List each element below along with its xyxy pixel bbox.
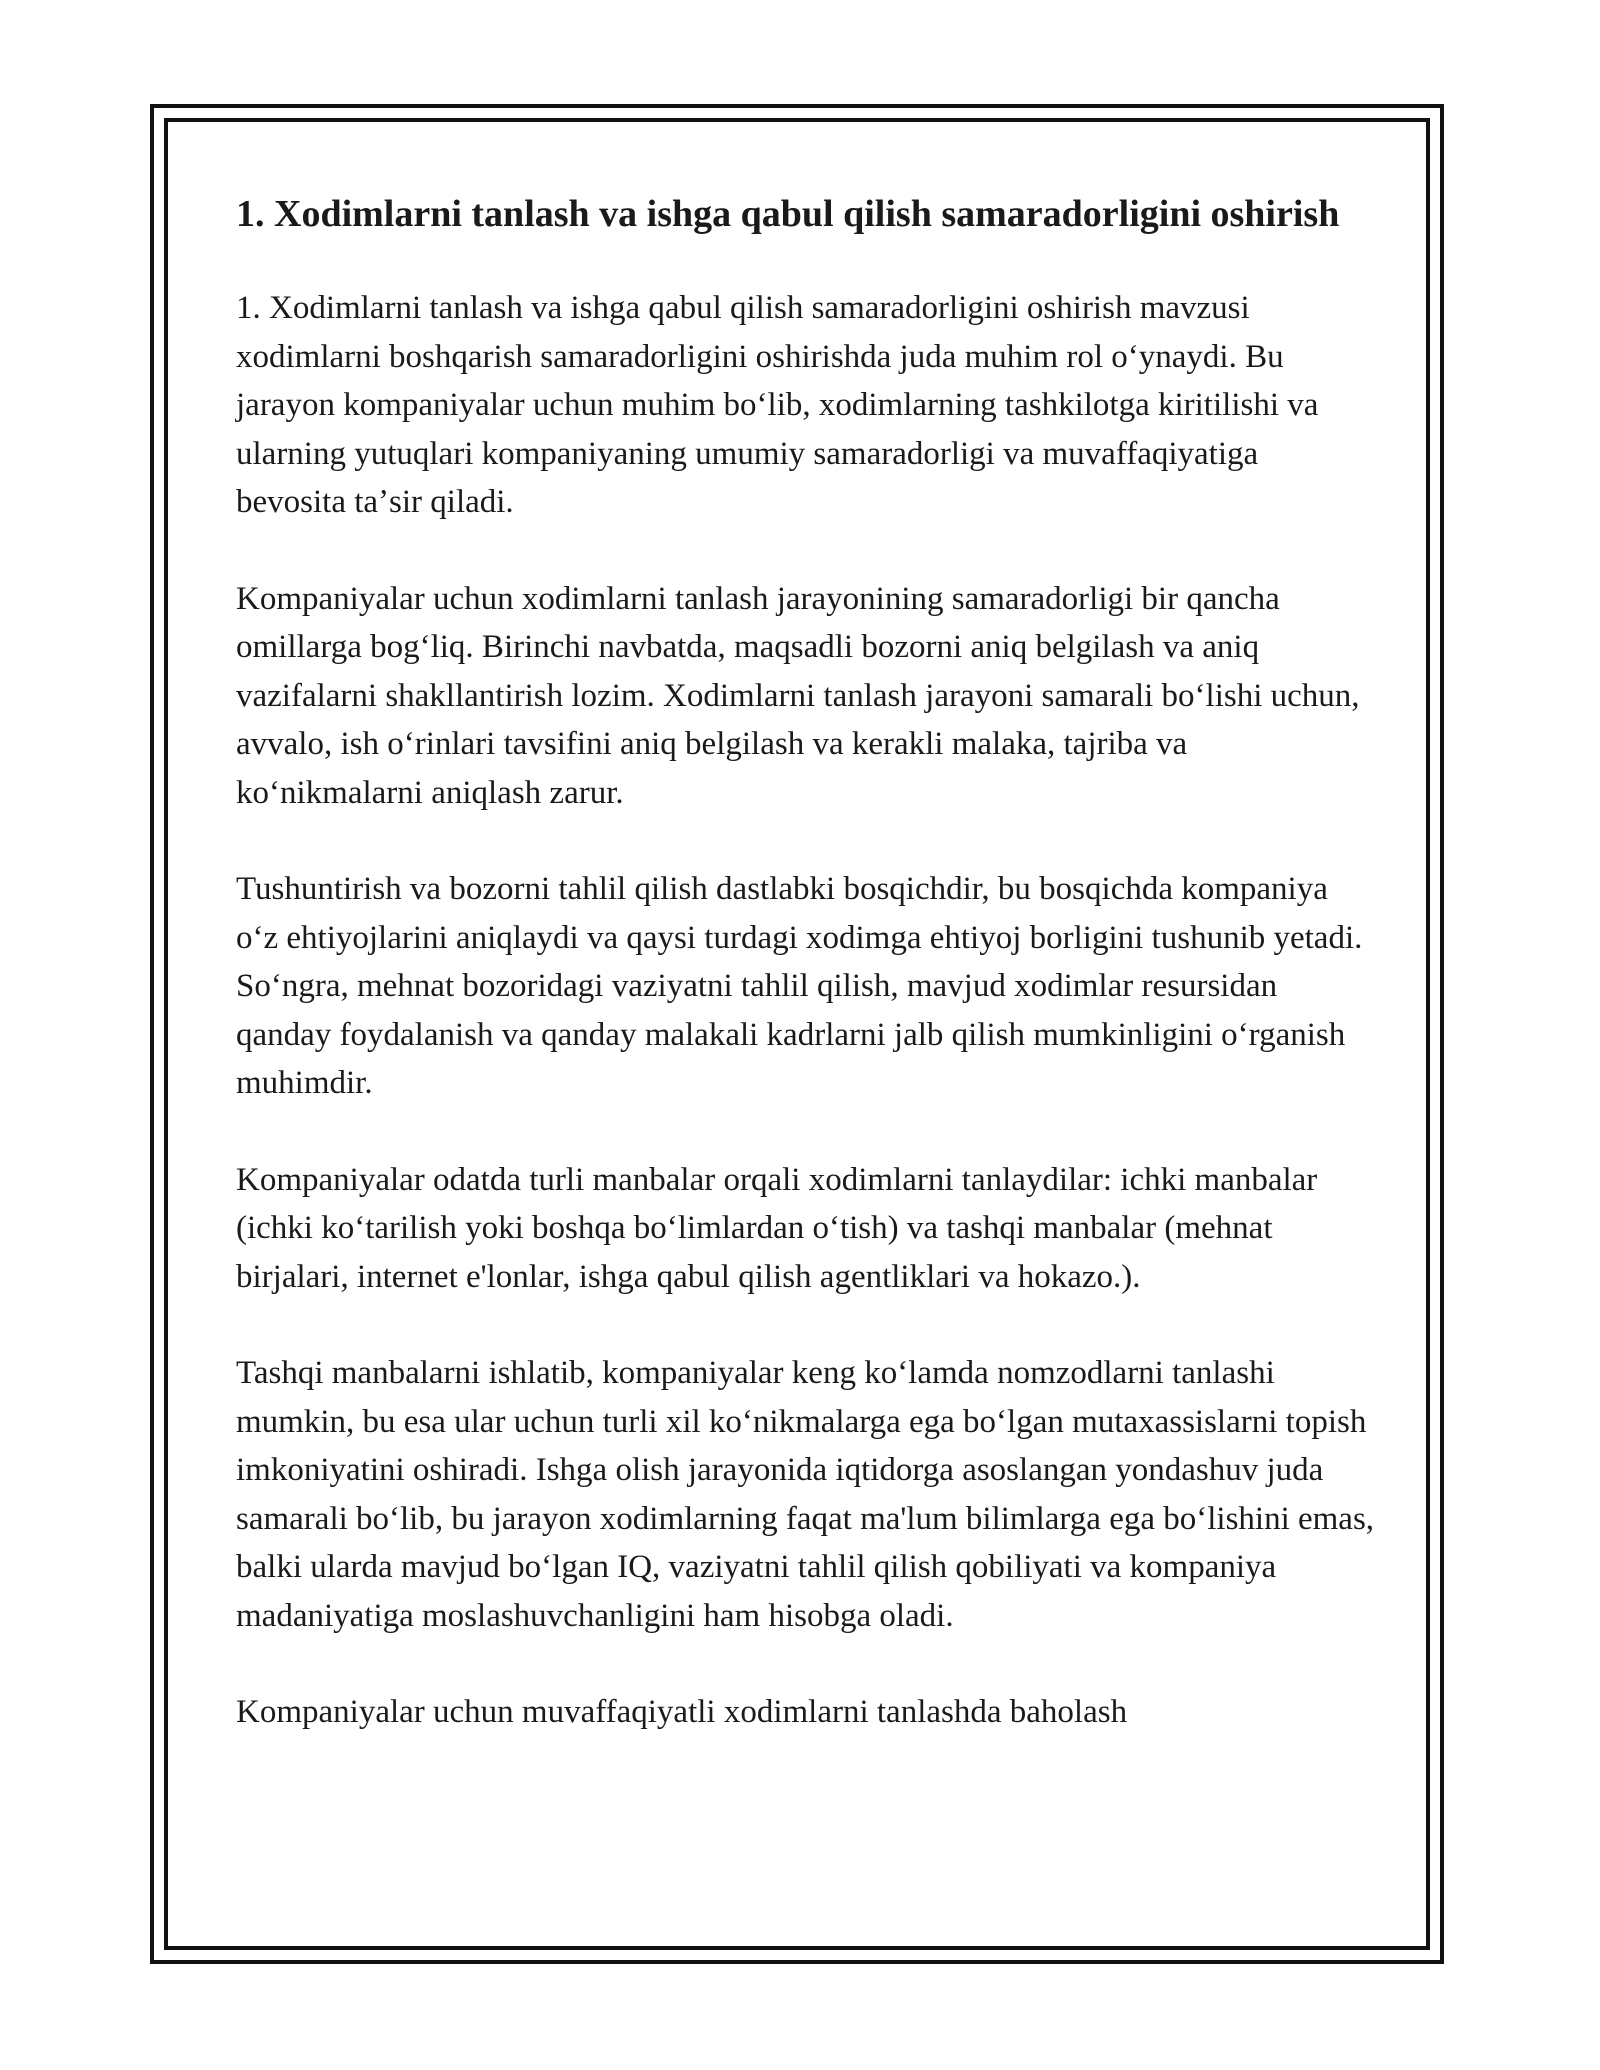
- paragraph-sources: Kompaniyalar odatda turli manbalar orqali xodimlarni tanlaydilar: ichki manbalar (ichki koʻtarilish yoki boshqa boʻlimlardan oʻtish) va tashqi manbalar (mehnat birjalari, internet e'lonlar, ishga qabul qilish agentliklari va hokazo.).: [236, 1161, 1318, 1295]
- paragraph-selection-factors: Kompaniyalar uchun xodimlarni tanlash jarayonining samaradorligi bir qancha omillarga bogʻliq. Birinchi navbatda, maqsadli bozorni aniq belgilash va aniq vazifalarni shakllantirish lozim. Xodimlarni tanlash jarayoni samarali boʻlishi uchun, avvalo, ish oʻrinlari tavsifini aniq belgilash va kerakli malaka, tajriba va koʻnikmalarni aniqlash zarur.: [236, 580, 1360, 811]
- paragraph-external-sources: Tashqi manbalarni ishlatib, kompaniyalar keng koʻlamda nomzodlarni tanlashi mumkin, bu esa ular uchun turli xil koʻnikmalarga ega boʻlgan mutaxassislarni topish imkoniyatini oshiradi. Ishga olish jarayonida iqtidorga asoslangan yondashuv juda samarali boʻlib, bu jarayon xodimlarning faqat ma'lum bilimlarga ega boʻlishini emas, balki ularda mavjud boʻlgan IQ, vaziyatni tahlil qilish qobiliyati va kompaniya madaniyatiga moslashuvchanligini ham hisobga oladi.: [236, 1355, 1375, 1634]
- paragraph-evaluation: Kompaniyalar uchun muvaffaqiyatli xodimlarni tanlashda baholash: [236, 1694, 1128, 1730]
- paragraph-market-analysis: Tushuntirish va bozorni tahlil qilish dastlabki bosqichdir, bu bosqichda kompaniya oʻz ehtiyojlarini aniqlaydi va qaysi turdagi xodimga ehtiyoj borligini tushunib yetadi. Soʻngra, mehnat bozoridagi vaziyatni tahlil qilish, mavjud xodimlar resursidan qanday foydalanish va qanday malakali kadrlarni jalb qilish mumkinligini oʻrganish muhimdir.: [236, 871, 1363, 1101]
- document-body: [236, 186, 1376, 1737]
- document-title: 1. Xodimlarni tanlash va ishga qabul qilish samaradorligini oshirish: [236, 193, 1340, 235]
- paragraph-intro: 1. Xodimlarni tanlash va ishga qabul qilish samaradorligini oshirish mavzusi xodimlarni boshqarish samaradorligini oshirishda juda muhim rol oʻynaydi. Bu jarayon kompaniyalar uchun muhim boʻlib, xodimlarning tashkilotga kiritilishi va ularning yutuqlari kompaniyaning umumiy samaradorligi va muvaffaqiyatiga bevosita taʼsir qiladi.: [236, 290, 1319, 520]
